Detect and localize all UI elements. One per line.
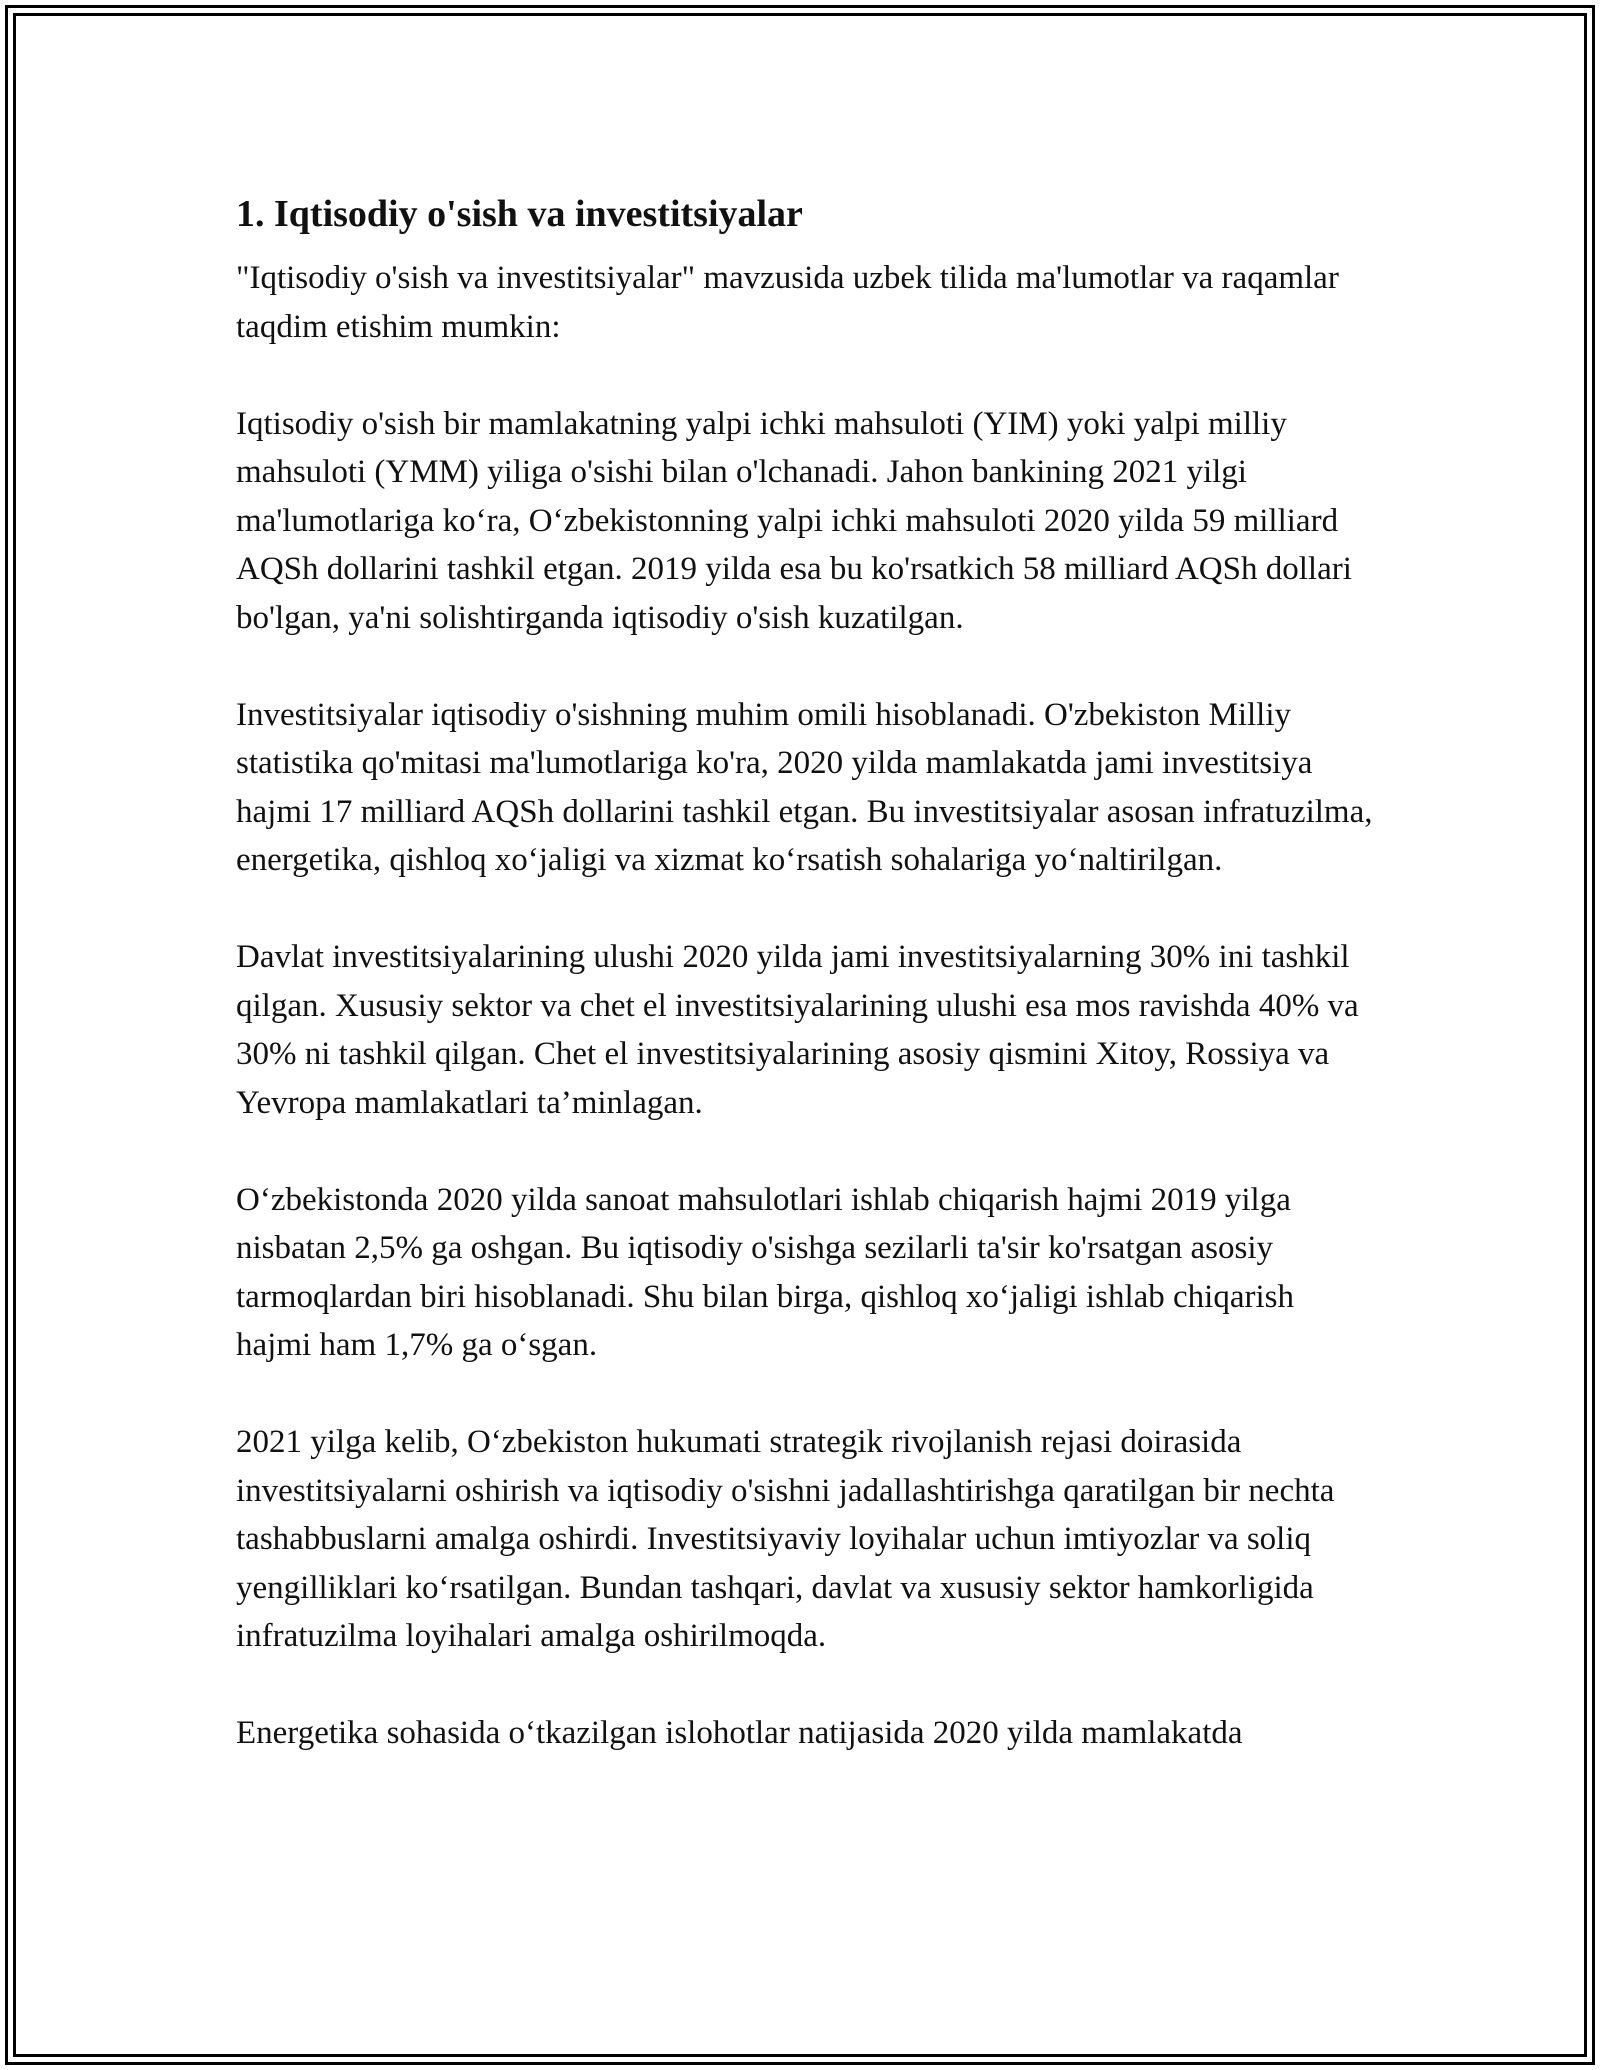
investment-volume-paragraph: Investitsiyalar iqtisodiy o'sishning muhim omili hisoblanadi. O'zbekiston Milliy statistika qo'mitasi ma'lumotlariga ko'ra, 2020 yilda mamlakatda jami investitsiya hajmi 17 milliard AQSh dollarini tashkil etgan. Bu investitsiyalar asosan infratuzilma, energetika, qishloq xoʻjaligi va xizmat koʻrsatish sohalariga yoʻnaltirilgan. bbox=[236, 696, 1373, 878]
intro-paragraph: "Iqtisodiy o'sish va investitsiyalar" mavzusida uzbek tilida ma'lumotlar va raqamlar taqdim etishim mumkin: bbox=[236, 260, 1339, 345]
investment-shares-paragraph: Davlat investitsiyalarining ulushi 2020 yilda jami investitsiyalarning 30% ini tashkil qilgan. Xususiy sektor va chet el investitsiyalarining ulushi esa mos ravishda 40% va 30% ni tashkil qilgan. Chet el investitsiyalarining asosiy qismini Xitoy, Rossiya va Yevropa mamlakatlari ta’minlagan. bbox=[236, 939, 1359, 1121]
energy-reform-paragraph: Energetika sohasida oʻtkazilgan islohotlar natijasida 2020 yilda mamlakatda bbox=[236, 1715, 1243, 1751]
section-heading: 1. Iqtisodiy o'sish va investitsiyalar bbox=[236, 193, 803, 235]
government-initiatives-paragraph: 2021 yilga kelib, Oʻzbekiston hukumati strategik rivojlanish rejasi doirasida investitsiyalarni oshirish va iqtisodiy o'sishni jadallashtirishga qaratilgan bir nechta tashabbuslarni amalga oshirdi. Investitsiyaviy loyihalar uchun imtiyozlar va soliq yengilliklari koʻrsatilgan. Bundan tashqari, davlat va xususiy sektor hamkorligida infratuzilma loyihalari amalga oshirilmoqda. bbox=[236, 1424, 1335, 1654]
industry-growth-paragraph: Oʻzbekistonda 2020 yilda sanoat mahsulotlari ishlab chiqarish hajmi 2019 yilga nisbatan 2,5% ga oshgan. Bu iqtisodiy o'sishga sezilarli ta'sir ko'rsatgan asosiy tarmoqlardan biri hisoblanadi. Shu bilan birga, qishloq xoʻjaligi ishlab chiqarish hajmi ham 1,7% ga oʻsgan. bbox=[236, 1181, 1294, 1363]
gdp-paragraph: Iqtisodiy o'sish bir mamlakatning yalpi ichki mahsuloti (YIM) yoki yalpi milliy mahsuloti (YMM) yiliga o'sishi bilan o'lchanadi. Jahon bankining 2021 yilgi ma'lumotlariga koʻra, Oʻzbekistonning yalpi ichki mahsuloti 2020 yilda 59 milliard AQSh dollarini tashkil etgan. 2019 yilda esa bu ko'rsatkich 58 milliard AQSh dollari bo'lgan, ya'ni solishtirganda iqtisodiy o'sish kuzatilgan. bbox=[236, 405, 1352, 636]
document-body bbox=[236, 186, 1376, 1758]
